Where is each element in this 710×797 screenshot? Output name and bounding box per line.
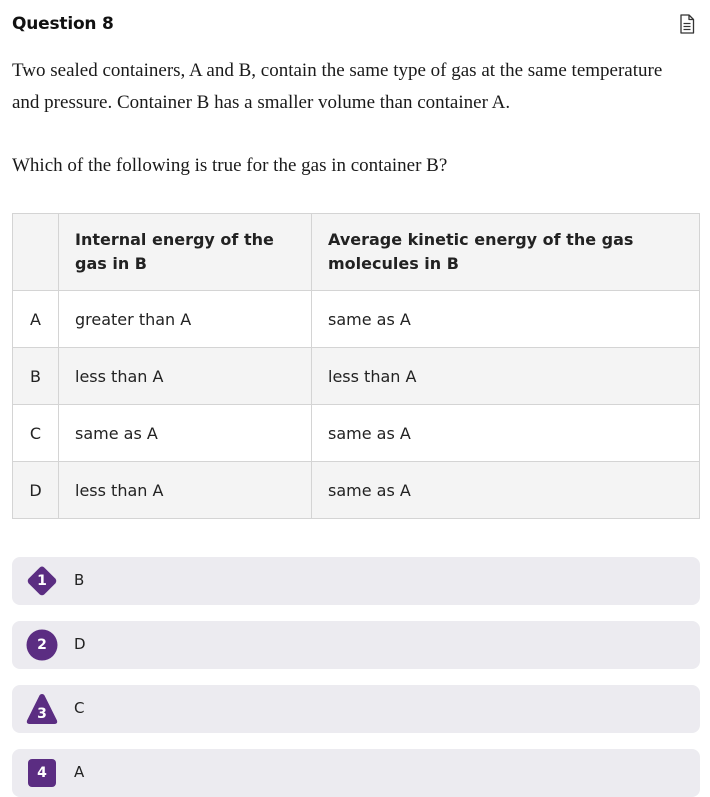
answer-number: 3 xyxy=(37,706,47,722)
table-cell-letter: D xyxy=(13,462,59,519)
answer-number: 2 xyxy=(37,637,47,653)
answer-option-4[interactable] xyxy=(12,749,700,797)
options-table xyxy=(12,213,700,519)
answer-number: 4 xyxy=(37,765,47,781)
table-cell-kinetic: same as A xyxy=(312,462,700,519)
diamond-badge xyxy=(26,565,58,597)
table-cell-kinetic: same as A xyxy=(312,405,700,462)
table-cell-internal: greater than A xyxy=(59,291,312,348)
question-stem xyxy=(12,55,702,119)
table-cell-internal: less than A xyxy=(59,348,312,405)
table-cell-internal: same as A xyxy=(59,405,312,462)
circle-badge xyxy=(26,629,58,661)
question-header xyxy=(12,14,698,38)
square-badge xyxy=(26,757,58,789)
table-header-cell: Average kinetic energy of the gas molecules in B xyxy=(312,214,700,291)
table-cell-kinetic: same as A xyxy=(312,291,700,348)
table-row xyxy=(13,405,700,462)
table-cell-letter: A xyxy=(13,291,59,348)
answer-option-2[interactable] xyxy=(12,621,700,669)
table-header-row xyxy=(13,214,700,291)
answer-label: B xyxy=(74,571,85,589)
table-header-cell: Internal energy of the gas in B xyxy=(59,214,312,291)
table-cell-kinetic: less than A xyxy=(312,348,700,405)
table-row xyxy=(13,291,700,348)
question-stem-line: and pressure. Container B has a smaller volume than container A. xyxy=(12,92,511,113)
table-cell-letter: B xyxy=(13,348,59,405)
answer-label: D xyxy=(74,635,86,653)
answer-number: 1 xyxy=(37,573,47,589)
table-row xyxy=(13,348,700,405)
answer-option-1[interactable] xyxy=(12,557,700,605)
triangle-badge xyxy=(26,693,58,725)
question-title: Question 8 xyxy=(12,14,114,34)
answer-label: C xyxy=(74,699,85,717)
table-row xyxy=(13,462,700,519)
answer-options xyxy=(12,557,700,797)
table-cell-internal: less than A xyxy=(59,462,312,519)
question-prompt: Which of the following is true for the gas in container B? xyxy=(12,155,448,176)
question-stem-line: Two sealed containers, A and B, contain the same type of gas at the same temperature xyxy=(12,60,663,81)
answer-option-3[interactable] xyxy=(12,685,700,733)
answer-label: A xyxy=(74,763,85,781)
table-header-cell xyxy=(13,214,59,291)
document-icon[interactable] xyxy=(679,14,695,34)
table-cell-letter: C xyxy=(13,405,59,462)
